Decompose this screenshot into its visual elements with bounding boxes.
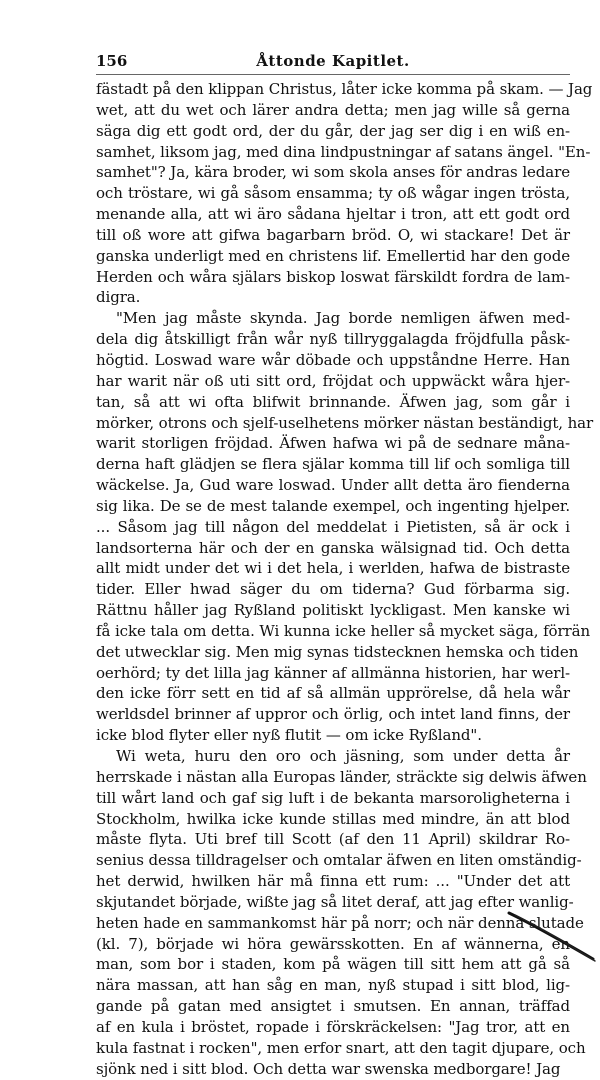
text-line: den icke förr sett en tid af så allmän upprörelse, då hela wår bbox=[96, 684, 570, 703]
text-line: nära massan, att han såg en man, nyß stupad i sitt blod, lig- bbox=[96, 976, 570, 995]
text-line: ... Såsom jag till någon del meddelat i Pietisten, så är ock i bbox=[96, 517, 570, 536]
text-line: het derwid, hwilken här må finna ett rum: ... "Under det att bbox=[96, 872, 570, 891]
text-line: heten hade en sammankomst här på norr; och när denna slutade bbox=[96, 913, 584, 932]
text-line: har warit när oß uti sitt ord, fröjdat och uppwäckt wåra hjer- bbox=[96, 371, 570, 390]
text-line: samhet, liksom jag, med dina lindpustningar af satans ängel. "En- bbox=[96, 142, 591, 161]
page-header bbox=[96, 52, 570, 74]
text-line: säga dig ett godt ord, der du går, der jag ser dig i en wiß en- bbox=[96, 121, 570, 140]
header-rule bbox=[96, 74, 570, 75]
text-line: herrskade i nästan alla Europas länder, sträckte sig delwis äfwen bbox=[96, 767, 587, 786]
text-line: till wårt land och gaf sig luft i de bekanta marsoroligheterna i bbox=[96, 788, 570, 807]
text-line: tider. Eller hwad säger du om tiderna? Gud förbarma sig. bbox=[96, 580, 570, 599]
text-line: allt midt under det wi i det hela, i werlden, hafwa de bistraste bbox=[96, 559, 570, 578]
text-line: dela dig åtskilligt från wår nyß tillryggalagda fröjdfulla påsk- bbox=[96, 330, 570, 349]
text-line: werldsdel brinner af uppror och örlig, och intet land finns, der bbox=[96, 705, 570, 724]
text-line: fästadt på den klippan Christus, låter icke komma på skam. — Jag bbox=[96, 80, 593, 98]
text-line: Herden och wåra själars biskop loswat färskildt fordra de lam- bbox=[96, 267, 570, 286]
ink-stroke-mark bbox=[505, 905, 600, 965]
text-line: samhet"? Ja, kära broder, wi som skola anses för andras ledare bbox=[96, 163, 570, 182]
text-line: oerhörd; ty det lilla jag känner af allmänna historien, har werl- bbox=[96, 663, 570, 682]
text-line: kula fastnat i rocken", men erfor snart, att den tagit djupare, och bbox=[96, 1038, 586, 1057]
text-line: af en kula i bröstet, ropade i förskräckelsen: "Jag tror, att en bbox=[96, 1017, 570, 1036]
text-line: wet, att du wet och lärer andra detta; men jag wille så gerna bbox=[96, 100, 570, 119]
body-text bbox=[96, 79, 594, 1080]
text-line: skjutandet började, wißte jag så litet deraf, att jag efter wanlig- bbox=[96, 892, 574, 911]
paragraph bbox=[96, 308, 594, 746]
text-line: derna haft glädjen se flera själar komma till lif och somliga till bbox=[96, 455, 570, 474]
text-line: senius dessa tilldragelser och omtalar äfwen en liten omständig- bbox=[96, 851, 582, 870]
text-line: gande på gatan med ansigtet i smutsen. En annan, träffad bbox=[96, 997, 570, 1016]
text-line: sjönk ned i sitt blod. Och detta war swenska medborgare! Jag bbox=[96, 1059, 561, 1078]
text-line: sig lika. De se de mest talande exempel, och ingenting hjelper. bbox=[96, 496, 570, 515]
text-line: wäckelse. Ja, Gud ware loswad. Under allt detta äro fienderna bbox=[96, 476, 570, 495]
running-title: Åttonde Kapitlet. bbox=[256, 52, 410, 70]
text-line: ganska underligt med en christens lif. Emellertid har den gode bbox=[96, 246, 570, 265]
text-line: och tröstare, wi gå såsom ensamma; ty oß wågar ingen trösta, bbox=[96, 184, 570, 203]
text-line: tan, så att wi ofta blifwit brinnande. Äfwen jag, som går i bbox=[96, 392, 570, 411]
text-line: "Men jag måste skynda. Jag borde nemligen äfwen med- bbox=[116, 309, 570, 328]
page-number: 156 bbox=[96, 52, 128, 70]
text-line: Wi weta, huru den oro och jäsning, som under detta år bbox=[116, 747, 570, 765]
text-line: man, som bor i staden, kom på wägen till sitt hem att gå så bbox=[96, 955, 570, 974]
text-line: warit storligen fröjdad. Äfwen hafwa wi på de sednare måna- bbox=[96, 434, 570, 453]
text-line: menande alla, att wi äro sådana hjeltar i tron, att ett godt ord bbox=[96, 205, 570, 224]
text-line: Rättnu håller jag Ryßland politiskt lyckligast. Men kanske wi bbox=[96, 601, 570, 620]
paragraph bbox=[96, 79, 593, 308]
text-line: Stockholm, hwilka icke kunde stillas med mindre, än att blod bbox=[96, 809, 570, 828]
paragraph bbox=[96, 746, 587, 1080]
text-line: mörker, otrons och sjelf-uselhetens mörker nästan beständigt, har bbox=[96, 413, 594, 432]
text-line: landsorterna här och der en ganska wälsignad tid. Och detta bbox=[96, 538, 570, 557]
text-line: få icke tala om detta. Wi kunna icke heller så mycket säga, förrän bbox=[96, 621, 591, 640]
text-line: till oß wore att gifwa bagarbarn bröd. O, wi stackare! Det är bbox=[96, 225, 570, 244]
text-line: det utwecklar sig. Men mig synas tidstecknen hemska och tiden bbox=[96, 642, 579, 661]
text-line: icke blod flyter eller nyß flutit — om icke Ryßland". bbox=[96, 726, 482, 745]
text-line: digra. bbox=[96, 288, 141, 307]
text-line: måste flyta. Uti bref till Scott (af den 11 April) skildrar Ro- bbox=[96, 830, 570, 849]
text-line: högtid. Loswad ware wår döbade och uppståndne Herre. Han bbox=[96, 350, 570, 369]
text-line: (kl. 7), började wi höra gewärsskotten. En af wännerna, en bbox=[96, 934, 570, 953]
